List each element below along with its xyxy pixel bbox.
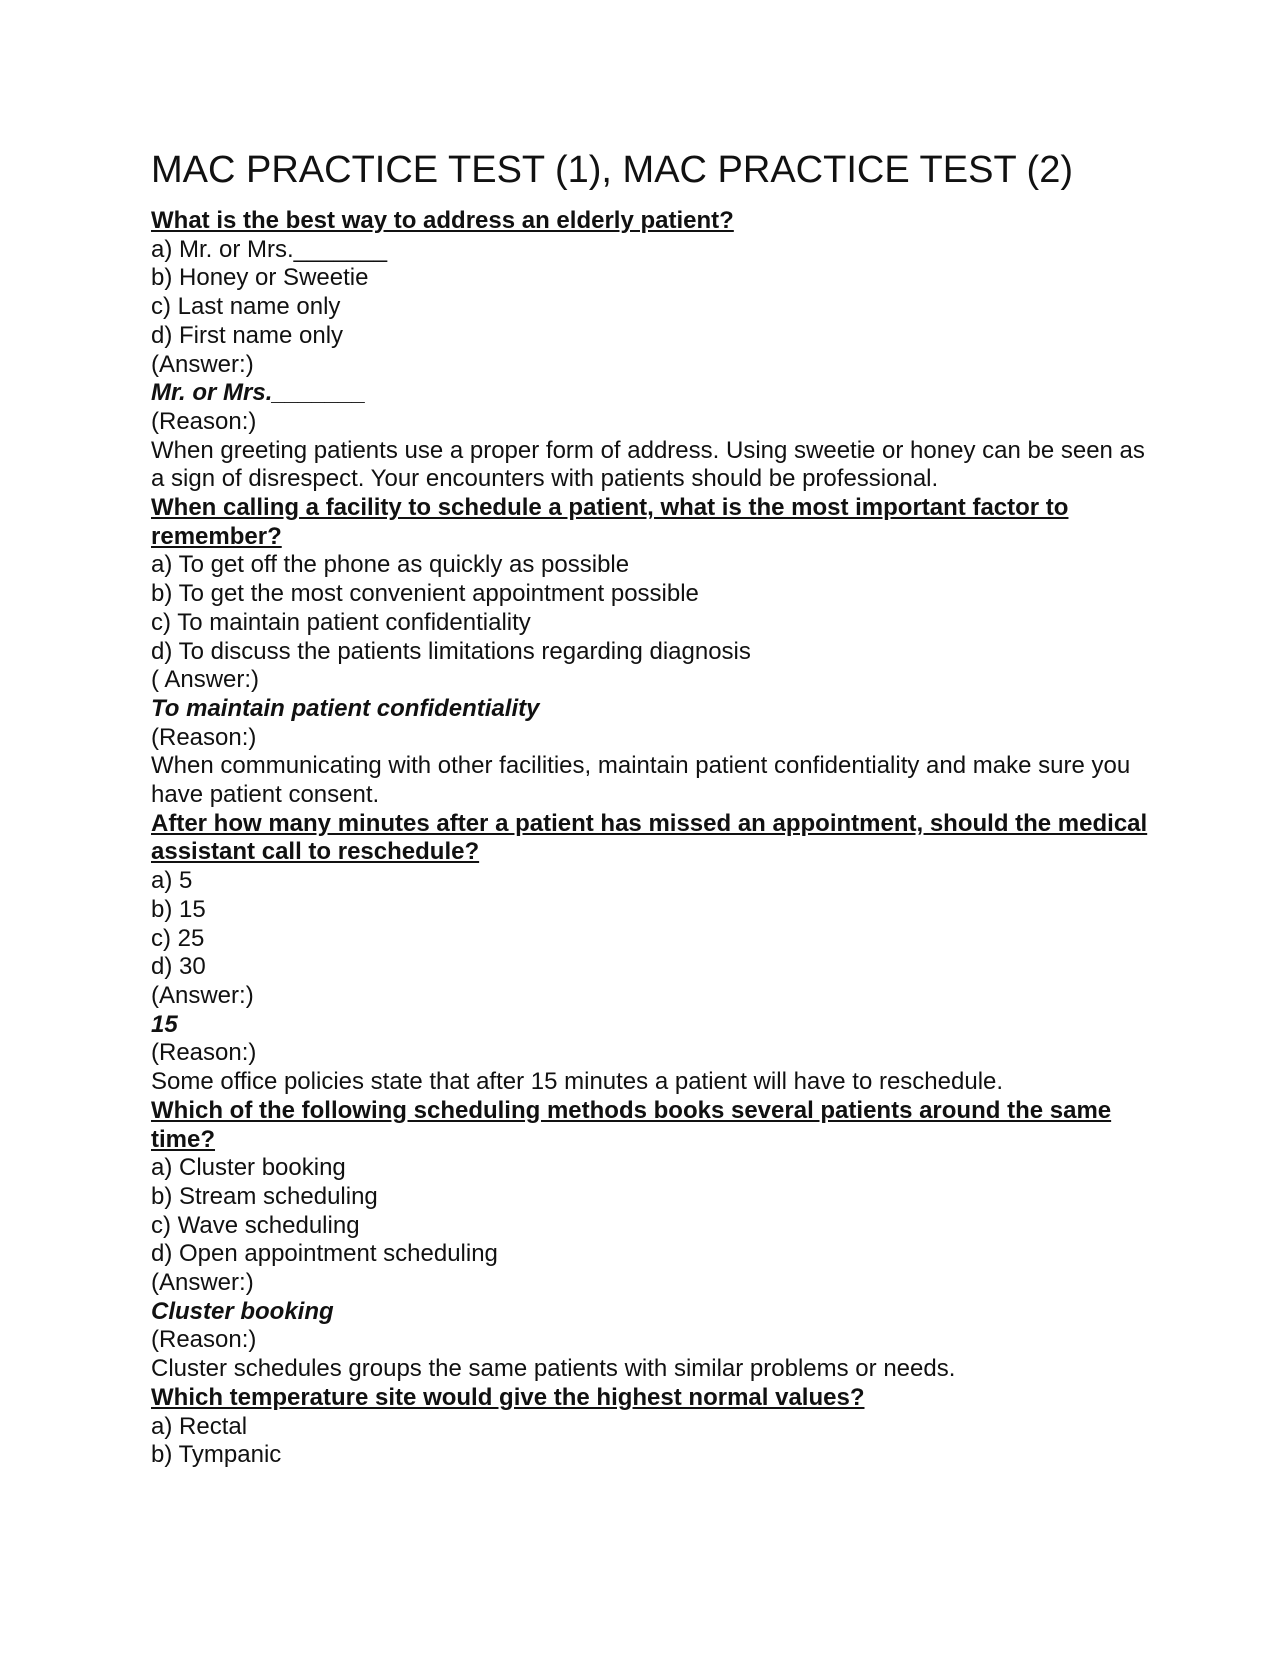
option-b: b) 15 (151, 895, 206, 923)
answer-text: Mr. or Mrs._______ (151, 379, 366, 407)
option-d: d) 30 (151, 953, 206, 981)
option-d: d) Open appointment scheduling (151, 1240, 498, 1268)
reason-text: When greeting patients use a proper form of address. Using sweetie or honey can be seen as a sign of disrespect. Your encounters with patients should be professional. (151, 436, 1145, 493)
question-block (151, 207, 1151, 494)
question-block (151, 1384, 1151, 1470)
reason-text: Some office policies state that after 15 minutes a patient will have to reschedule. (151, 1068, 1004, 1096)
reason-text: When communicating with other facilities, maintain patient confidentiality and make sure you have patient consent. (151, 752, 1131, 809)
option-c: c) Wave scheduling (151, 1211, 360, 1239)
answer-label: (Answer:) (151, 981, 254, 1009)
answer-label: (Answer:) (151, 1269, 254, 1297)
option-d: d) To discuss the patients limitations regarding diagnosis (151, 637, 751, 665)
option-c: c) Last name only (151, 293, 341, 321)
option-b: b) Honey or Sweetie (151, 264, 369, 292)
document-title: MAC PRACTICE TEST (1), MAC PRACTICE TEST (2) (151, 149, 1073, 191)
question-text: Which temperature site would give the highest normal values? (151, 1383, 865, 1411)
reason-text: Cluster schedules groups the same patients with similar problems or needs. (151, 1355, 956, 1383)
option-c: c) 25 (151, 924, 205, 952)
question-block (151, 1097, 1151, 1384)
option-a: a) Rectal (151, 1412, 248, 1440)
document-page (151, 147, 1151, 1470)
option-b: b) To get the most convenient appointment possible (151, 580, 699, 608)
question-block (151, 494, 1151, 810)
answer-text: 15 (151, 1010, 178, 1038)
question-text: After how many minutes after a patient has missed an appointment, should the medical assistant call to reschedule? (151, 809, 1148, 866)
option-c: c) To maintain patient confidentiality (151, 608, 531, 636)
question-text: What is the best way to address an elderly patient? (151, 207, 734, 234)
option-a: a) Cluster booking (151, 1154, 346, 1182)
option-a: a) 5 (151, 867, 193, 895)
option-a: a) Mr. or Mrs._______ (151, 235, 388, 263)
answer-label: ( Answer:) (151, 666, 260, 694)
reason-label: (Reason:) (151, 1326, 257, 1354)
answer-text: To maintain patient confidentiality (151, 694, 540, 722)
question-text: When calling a facility to schedule a patient, what is the most important factor to remember? (151, 494, 1069, 550)
option-a: a) To get off the phone as quickly as possible (151, 551, 630, 579)
reason-label: (Reason:) (151, 407, 257, 435)
answer-label: (Answer:) (151, 350, 254, 378)
question-block (151, 810, 1151, 1097)
option-d: d) First name only (151, 321, 344, 349)
option-b: b) Tympanic (151, 1441, 282, 1469)
option-b: b) Stream scheduling (151, 1182, 378, 1210)
answer-text: Cluster booking (151, 1297, 334, 1325)
reason-label: (Reason:) (151, 723, 257, 751)
question-text: Which of the following scheduling methods books several patients around the same time? (151, 1096, 1112, 1153)
reason-label: (Reason:) (151, 1039, 257, 1067)
